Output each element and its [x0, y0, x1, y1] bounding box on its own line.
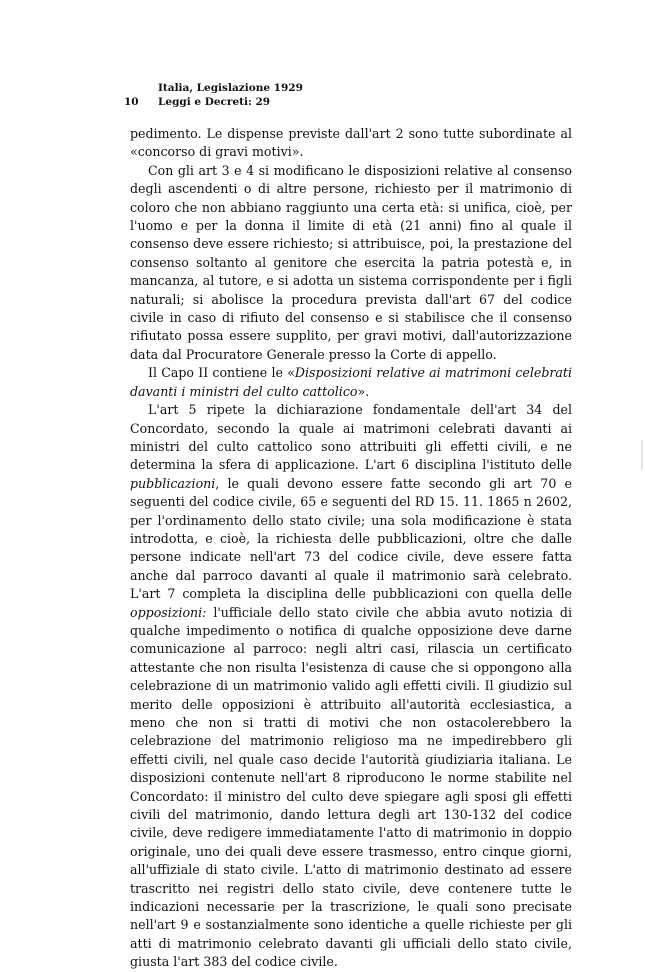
paragraph-4-part-c: l'ufficiale dello stato civile che abbia avuto notizia di qualche impedimento o notifica di qualche opposizione deve darne comunicazione al parroco: negli altri casi, rilascia un certificato attestante che non risulta l'esistenza di cause che si oppongono alla celebrazione di un matrimonio valido agli effetti civili. Il giudizio sul merito delle opposizioni è attribuito all'autorità ecclesiastica, a meno che non si tratti di motivi che non ostacolerebbero la celebrazione del matrimonio religioso ma ne impedirebbero gli effetti civili, nel quale caso decide l'autorità giudiziaria italiana. Le disposizioni contenute nell'art 8 riproducono le norme stabilite nel Concordato: il ministro del culto deve spiegare agli sposi gli effetti civili del matrimonio, dando lettura degli art 130-132 del codice civile, deve redigere immediatamente l'atto di matrimonio in doppio originale, uno dei quali deve essere trasmesso, entro cinque giorni, all'uffiziale di stato civile. L'atto di matrimonio destinato ad essere trascritto nei registri dello stato civile, deve contenere tutte le indicazioni necessarie per la trascrizione, le quali sono precisate nell'art 9 e sostanzialmente sono identiche a quelle richieste per gli atti di matrimonio celebrato davanti gli ufficiali dello stato civile, giusta l'art 383 del codice civile.	[130, 604, 572, 970]
chapter-title-italic: Disposizioni relative ai matrimoni celebrati davanti i ministri del culto cattolico	[130, 365, 572, 399]
paragraph-3-tail: ».	[357, 383, 370, 399]
paragraph-1: pedimento. Le dispense previste dall'art 2 sono tutte subordinate al «concorso di gravi motivi».	[130, 126, 572, 160]
paragraph-2: Con gli art 3 e 4 si modificano le disposizioni relative al consenso degli ascendenti o di altre persone, richiesto per il matrimonio di coloro che non abbiano raggiunto una certa età: si unifica, cioè, per l'uomo e per la donna il limite di età (21 anni) fino al quale il consenso deve essere richiesto; si attribuisce, poi, la prestazione del consenso soltanto al genitore che esercita la patria potestà e, in mancanza, al tutore, e si adotta un sistema corrispondente per i figli naturali; si abolisce la procedura prevista dall'art 67 del codice civile in caso di rifiuto del consenso e si stabilisce che il consenso rifiutato possa essere supplito, per gravi motivi, dall'autorizzazione data dal Procuratore Generale presso la Corte di appello.	[130, 162, 572, 362]
running-header-line-2: Leggi e Decreti: 29	[158, 96, 271, 108]
paragraph-4-part-a: L'art 5 ripete la dichiarazione fondamentale dell'art 34 del Concordato, secondo la quale ai matrimoni celebrati davanti ai ministri del culto cattolico sono attribuiti gli effetti civili, e ne determina la sfera di applicazione. L'art 6 disciplina l'istituto delle	[130, 402, 572, 473]
scan-margin-mark	[641, 440, 643, 470]
running-header-line-1: Italia, Legislazione 1929	[158, 82, 303, 94]
page-number: 10	[124, 96, 139, 108]
term-pubblicazioni: pubblicazioni	[130, 475, 216, 491]
body-text	[130, 125, 572, 972]
paragraph-3-lead: Il Capo II contiene le «	[148, 365, 295, 381]
paragraph-3	[130, 364, 572, 401]
paragraph-4-part-b: , le quali devono essere fatte secondo gli art 70 e seguenti del codice civile, 65 e seguenti del RD 15. 11. 1865 n 2602, per l'ordinamento dello stato civile; una sola modificazione è stata introdotta, e cioè, la richiesta delle pubblicazioni, oltre che dalle persone indicate nell'art 73 del codice civile, deve essere fatta anche dal parroco davanti al quale il matrimonio sarà celebrato. L'art 7 completa la disciplina delle pubblicazioni con quella delle	[130, 475, 572, 602]
term-opposizioni: opposizioni:	[130, 604, 207, 620]
paragraph-4	[130, 401, 572, 972]
running-header	[158, 81, 303, 109]
